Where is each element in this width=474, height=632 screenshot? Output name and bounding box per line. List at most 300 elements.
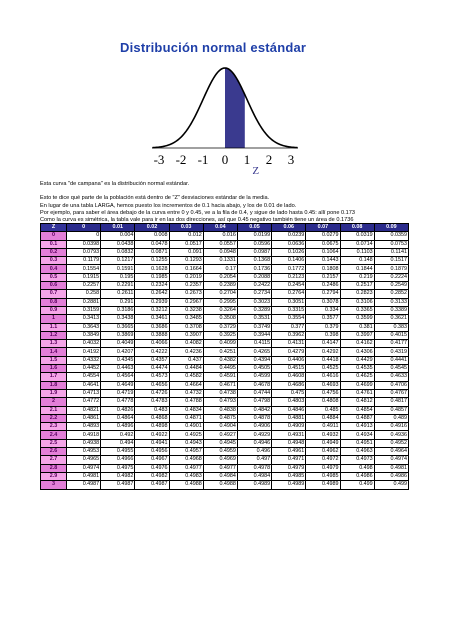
table-cell: 0.3365 bbox=[340, 306, 374, 314]
table-cell: 0.4987 bbox=[67, 481, 101, 489]
table-cell: 0.4974 bbox=[67, 464, 101, 472]
table-cell: 0.4913 bbox=[340, 423, 374, 431]
table-cell: 0.2704 bbox=[203, 290, 237, 298]
table-cell: 0.016 bbox=[203, 232, 237, 240]
table-cell: 0.4251 bbox=[203, 348, 237, 356]
table-cell: 0.4162 bbox=[340, 340, 374, 348]
table-cell: 0.4981 bbox=[67, 472, 101, 480]
table-cell: 0.4177 bbox=[374, 340, 408, 348]
tick-label: 3 bbox=[287, 152, 295, 167]
table-row bbox=[41, 431, 409, 439]
table-cell: 0.4265 bbox=[237, 348, 271, 356]
table-cell: 0.1064 bbox=[306, 248, 340, 256]
table-cell: 0.4938 bbox=[67, 439, 101, 447]
axis-ticks bbox=[154, 152, 295, 167]
table-cell: 0.2794 bbox=[306, 290, 340, 298]
table-cell: 0.4963 bbox=[340, 448, 374, 456]
column-header: 0 bbox=[67, 224, 101, 232]
table-cell: 0.4505 bbox=[237, 365, 271, 373]
table-cell: 0.4918 bbox=[67, 431, 101, 439]
table-cell: 0.3729 bbox=[203, 323, 237, 331]
table-cell: 0.2967 bbox=[169, 298, 203, 306]
table-cell: 0.4236 bbox=[169, 348, 203, 356]
table-cell: 0.1179 bbox=[67, 257, 101, 265]
table-cell: 0.2852 bbox=[374, 290, 408, 298]
row-header: 2.1 bbox=[41, 406, 67, 414]
table-cell: 0.3554 bbox=[272, 315, 306, 323]
table-cell: 0.4985 bbox=[272, 472, 306, 480]
table-cell: 0.2881 bbox=[67, 298, 101, 306]
row-header: 0.1 bbox=[41, 240, 67, 248]
table-cell: 0.2939 bbox=[135, 298, 169, 306]
table-cell: 0.4812 bbox=[340, 398, 374, 406]
table-cell: 0.4808 bbox=[306, 398, 340, 406]
table-cell: 0.4984 bbox=[237, 472, 271, 480]
table-cell: 0.091 bbox=[169, 248, 203, 256]
table-cell: 0.3212 bbox=[135, 306, 169, 314]
table-cell: 0.4969 bbox=[203, 456, 237, 464]
table-cell: 0.4934 bbox=[340, 431, 374, 439]
table-cell: 0.3686 bbox=[135, 323, 169, 331]
table-cell: 0.4713 bbox=[67, 389, 101, 397]
table-cell: 0.4032 bbox=[67, 340, 101, 348]
table-cell: 0.3389 bbox=[374, 306, 408, 314]
table-cell: 0.4761 bbox=[340, 389, 374, 397]
table-cell: 0.4962 bbox=[306, 448, 340, 456]
table-cell: 0.1443 bbox=[306, 257, 340, 265]
table-cell: 0.3907 bbox=[169, 331, 203, 339]
table-row bbox=[41, 398, 409, 406]
table-cell: 0.4131 bbox=[272, 340, 306, 348]
table-cell: 0.4649 bbox=[101, 381, 135, 389]
table-cell: 0.3508 bbox=[203, 315, 237, 323]
table-cell: 0.4978 bbox=[237, 464, 271, 472]
table-cell: 0.4793 bbox=[203, 398, 237, 406]
table-cell: 0.4599 bbox=[237, 373, 271, 381]
tick-label: -2 bbox=[175, 152, 187, 167]
row-header: 2.8 bbox=[41, 464, 67, 472]
description-line: En lugar de una tabla LARGA, hemos puesto los incrementos de 0.1 hacia abajo, y los de 0.01 de lado. bbox=[40, 202, 297, 209]
table-cell: 0.3849 bbox=[67, 331, 101, 339]
table-cell: 0.4893 bbox=[67, 423, 101, 431]
table-cell: 0.0319 bbox=[340, 232, 374, 240]
table-cell: 0.485 bbox=[306, 406, 340, 414]
table-cell: 0.3485 bbox=[169, 315, 203, 323]
table-cell: 0.4719 bbox=[101, 389, 135, 397]
row-header: 0.4 bbox=[41, 265, 67, 273]
table-cell: 0.4495 bbox=[203, 365, 237, 373]
table-cell: 0.4656 bbox=[135, 381, 169, 389]
table-cell: 0.4207 bbox=[101, 348, 135, 356]
table-cell: 0.4066 bbox=[135, 340, 169, 348]
table-cell: 0.492 bbox=[101, 431, 135, 439]
table-row bbox=[41, 298, 409, 306]
table-cell: 0.4222 bbox=[135, 348, 169, 356]
table-cell: 0.4922 bbox=[135, 431, 169, 439]
table-cell: 0.4936 bbox=[374, 431, 408, 439]
table-cell: 0.4986 bbox=[340, 472, 374, 480]
table-cell: 0.483 bbox=[135, 406, 169, 414]
table-cell: 0.1141 bbox=[374, 248, 408, 256]
table-cell: 0.2291 bbox=[101, 282, 135, 290]
z-table-container bbox=[40, 223, 409, 490]
table-cell: 0.4887 bbox=[340, 414, 374, 422]
table-cell: 0.2486 bbox=[306, 282, 340, 290]
table-cell: 0.4767 bbox=[374, 389, 408, 397]
table-row bbox=[41, 414, 409, 422]
table-cell: 0.4633 bbox=[374, 373, 408, 381]
table-cell: 0.4925 bbox=[169, 431, 203, 439]
table-cell: 0.3461 bbox=[135, 315, 169, 323]
table-cell: 0.3708 bbox=[169, 323, 203, 331]
table-cell: 0.4826 bbox=[101, 406, 135, 414]
table-cell: 0.3888 bbox=[135, 331, 169, 339]
table-cell: 0.0438 bbox=[101, 240, 135, 248]
table-cell: 0.4732 bbox=[169, 389, 203, 397]
table-cell: 0.0596 bbox=[237, 240, 271, 248]
table-cell: 0.3315 bbox=[272, 306, 306, 314]
table-cell: 0.4945 bbox=[203, 439, 237, 447]
table-cell: 0.4949 bbox=[306, 439, 340, 447]
table-cell: 0.4573 bbox=[135, 373, 169, 381]
table-cell: 0.1331 bbox=[203, 257, 237, 265]
table-cell: 0.4394 bbox=[237, 356, 271, 364]
table-cell: 0.004 bbox=[101, 232, 135, 240]
table-cell: 0.0714 bbox=[340, 240, 374, 248]
table-cell: 0.4966 bbox=[101, 456, 135, 464]
table-cell: 0.0478 bbox=[135, 240, 169, 248]
column-header: 0.04 bbox=[203, 224, 237, 232]
table-cell: 0.4382 bbox=[203, 356, 237, 364]
table-cell: 0.2088 bbox=[237, 273, 271, 281]
table-cell: 0.3289 bbox=[237, 306, 271, 314]
table-cell: 0.4846 bbox=[272, 406, 306, 414]
table-cell: 0.4357 bbox=[135, 356, 169, 364]
column-header: 0.05 bbox=[237, 224, 271, 232]
column-header: 0.06 bbox=[272, 224, 306, 232]
table-row bbox=[41, 273, 409, 281]
table-cell: 0.4474 bbox=[135, 365, 169, 373]
table-cell: 0.4738 bbox=[203, 389, 237, 397]
table-cell: 0.1517 bbox=[374, 257, 408, 265]
row-header: 0.9 bbox=[41, 306, 67, 314]
table-cell: 0.1808 bbox=[306, 265, 340, 273]
tick-label: 2 bbox=[265, 152, 273, 167]
tick-label: -3 bbox=[153, 152, 165, 167]
table-cell: 0.2549 bbox=[374, 282, 408, 290]
table-cell: 0.008 bbox=[135, 232, 169, 240]
table-cell: 0.195 bbox=[101, 273, 135, 281]
row-header: 2.4 bbox=[41, 431, 67, 439]
table-cell: 0.3577 bbox=[306, 315, 340, 323]
tick-label: -1 bbox=[197, 152, 209, 167]
table-cell: 0.4972 bbox=[306, 456, 340, 464]
table-cell: 0.3621 bbox=[374, 315, 408, 323]
table-cell: 0.499 bbox=[374, 481, 408, 489]
row-header: 1.1 bbox=[41, 323, 67, 331]
table-cell: 0.4977 bbox=[169, 464, 203, 472]
table-cell: 0.0517 bbox=[169, 240, 203, 248]
table-cell: 0.4842 bbox=[237, 406, 271, 414]
table-cell: 0.258 bbox=[67, 290, 101, 298]
table-cell: 0.4726 bbox=[135, 389, 169, 397]
table-cell: 0.0948 bbox=[203, 248, 237, 256]
table-cell: 0.4987 bbox=[101, 481, 135, 489]
table-cell: 0.4982 bbox=[101, 472, 135, 480]
description-line: Esto te dice qué parte de la población está dentro de "Z" desviaciones estándar de la media. bbox=[40, 195, 270, 202]
table-cell: 0.3051 bbox=[272, 298, 306, 306]
table-cell: 0.2642 bbox=[135, 290, 169, 298]
table-cell: 0.3944 bbox=[237, 331, 271, 339]
table-cell: 0.4706 bbox=[374, 381, 408, 389]
table-row bbox=[41, 331, 409, 339]
table-cell: 0.4406 bbox=[272, 356, 306, 364]
table-cell: 0.3438 bbox=[101, 315, 135, 323]
z-table bbox=[40, 223, 409, 490]
table-cell: 0.4952 bbox=[374, 439, 408, 447]
table-cell: 0.4857 bbox=[374, 406, 408, 414]
table-cell: 0.4686 bbox=[272, 381, 306, 389]
table-cell: 0.0871 bbox=[135, 248, 169, 256]
table-row bbox=[41, 282, 409, 290]
column-header: 0.02 bbox=[135, 224, 169, 232]
row-header: 0 bbox=[41, 232, 67, 240]
table-cell: 0.4854 bbox=[340, 406, 374, 414]
table-cell: 0.1664 bbox=[169, 265, 203, 273]
table-cell: 0.497 bbox=[237, 456, 271, 464]
table-cell: 0.4463 bbox=[101, 365, 135, 373]
table-cell: 0.4049 bbox=[101, 340, 135, 348]
row-header: 0.7 bbox=[41, 290, 67, 298]
table-cell: 0.0753 bbox=[374, 240, 408, 248]
table-cell: 0.4693 bbox=[306, 381, 340, 389]
table-cell: 0.494 bbox=[101, 439, 135, 447]
table-cell: 0.4988 bbox=[203, 481, 237, 489]
table-cell: 0.4582 bbox=[169, 373, 203, 381]
table-cell: 0.4948 bbox=[272, 439, 306, 447]
table-cell: 0.4821 bbox=[67, 406, 101, 414]
table-cell: 0.4484 bbox=[169, 365, 203, 373]
table-cell: 0.334 bbox=[306, 306, 340, 314]
table-cell: 0.17 bbox=[203, 265, 237, 273]
table-cell: 0.4904 bbox=[203, 423, 237, 431]
table-cell: 0.377 bbox=[272, 323, 306, 331]
row-header: 0.5 bbox=[41, 273, 67, 281]
row-header: 1 bbox=[41, 315, 67, 323]
table-cell: 0.4671 bbox=[203, 381, 237, 389]
table-cell: 0.4306 bbox=[340, 348, 374, 356]
table-cell: 0.4678 bbox=[237, 381, 271, 389]
table-cell: 0.0199 bbox=[237, 232, 271, 240]
table-cell: 0.4988 bbox=[169, 481, 203, 489]
table-cell: 0.496 bbox=[237, 448, 271, 456]
table-cell: 0.2357 bbox=[169, 282, 203, 290]
row-header: 1.6 bbox=[41, 365, 67, 373]
table-cell: 0.4881 bbox=[272, 414, 306, 422]
row-header: 0.6 bbox=[41, 282, 67, 290]
table-cell: 0.1844 bbox=[340, 265, 374, 273]
table-cell: 0.1368 bbox=[237, 257, 271, 265]
table-cell: 0.3599 bbox=[340, 315, 374, 323]
table-cell: 0.4967 bbox=[135, 456, 169, 464]
description-line: Por ejemplo, para saber el área debajo de la curva entre 0 y 0.45, ve a la fila de 0.4, y sigue de lado hasta 0.45: allí pone 0.173 bbox=[40, 209, 356, 216]
table-cell: 0.4932 bbox=[306, 431, 340, 439]
table-cell: 0.1591 bbox=[101, 265, 135, 273]
table-cell: 0.1554 bbox=[67, 265, 101, 273]
table-row bbox=[41, 340, 409, 348]
table-cell: 0.3997 bbox=[340, 331, 374, 339]
table-cell: 0.4418 bbox=[306, 356, 340, 364]
table-row bbox=[41, 448, 409, 456]
table-cell: 0.0987 bbox=[237, 248, 271, 256]
column-header: 0.08 bbox=[340, 224, 374, 232]
table-cell: 0.0279 bbox=[306, 232, 340, 240]
table-cell: 0.4525 bbox=[306, 365, 340, 373]
table-cell: 0.381 bbox=[340, 323, 374, 331]
table-cell: 0.4986 bbox=[374, 472, 408, 480]
table-cell: 0.2123 bbox=[272, 273, 306, 281]
tick-label: 1 bbox=[243, 152, 251, 167]
table-row bbox=[41, 406, 409, 414]
table-cell: 0.0832 bbox=[101, 248, 135, 256]
table-row bbox=[41, 373, 409, 381]
table-cell: 0.4977 bbox=[203, 464, 237, 472]
table-cell: 0.4345 bbox=[101, 356, 135, 364]
table-cell: 0.219 bbox=[340, 273, 374, 281]
table-cell: 0.4979 bbox=[306, 464, 340, 472]
table-cell: 0.4292 bbox=[306, 348, 340, 356]
table-cell: 0.3186 bbox=[101, 306, 135, 314]
table-cell: 0.4441 bbox=[374, 356, 408, 364]
table-cell: 0.4911 bbox=[306, 423, 340, 431]
table-cell: 0.1879 bbox=[374, 265, 408, 273]
table-cell: 0.4971 bbox=[272, 456, 306, 464]
table-cell: 0.1293 bbox=[169, 257, 203, 265]
row-header: 2.9 bbox=[41, 472, 67, 480]
shaded-area bbox=[225, 68, 245, 148]
table-cell: 0.1026 bbox=[272, 248, 306, 256]
table-row bbox=[41, 306, 409, 314]
row-header: 2.2 bbox=[41, 414, 67, 422]
table-cell: 0.4982 bbox=[135, 472, 169, 480]
table-cell: 0.4929 bbox=[237, 431, 271, 439]
table-cell: 0.3023 bbox=[237, 298, 271, 306]
table-cell: 0.2422 bbox=[237, 282, 271, 290]
table-cell: 0.3159 bbox=[67, 306, 101, 314]
row-header: 1.8 bbox=[41, 381, 67, 389]
table-cell: 0.2517 bbox=[340, 282, 374, 290]
table-cell: 0.0793 bbox=[67, 248, 101, 256]
table-cell: 0.2324 bbox=[135, 282, 169, 290]
table-row bbox=[41, 381, 409, 389]
row-header: 2.6 bbox=[41, 448, 67, 456]
table-row bbox=[41, 265, 409, 273]
table-cell: 0.4906 bbox=[237, 423, 271, 431]
table-row bbox=[41, 423, 409, 431]
table-cell: 0.4591 bbox=[203, 373, 237, 381]
row-header: 0.3 bbox=[41, 257, 67, 265]
table-cell: 0.4115 bbox=[237, 340, 271, 348]
table-row bbox=[41, 439, 409, 447]
bell-curve-figure bbox=[140, 58, 310, 178]
z-label: Z bbox=[252, 165, 260, 177]
table-row bbox=[41, 232, 409, 240]
table-cell: 0.2019 bbox=[169, 273, 203, 281]
table-cell: 0.4861 bbox=[67, 414, 101, 422]
table-row bbox=[41, 323, 409, 331]
table-cell: 0.0557 bbox=[203, 240, 237, 248]
table-cell: 0.4868 bbox=[135, 414, 169, 422]
table-cell: 0.4959 bbox=[203, 448, 237, 456]
table-cell: 0.2611 bbox=[101, 290, 135, 298]
table-cell: 0.4515 bbox=[272, 365, 306, 373]
table-cell: 0.4756 bbox=[306, 389, 340, 397]
table-cell: 0.379 bbox=[306, 323, 340, 331]
table-cell: 0.1406 bbox=[272, 257, 306, 265]
table-cell: 0.4192 bbox=[67, 348, 101, 356]
table-cell: 0.4964 bbox=[374, 448, 408, 456]
table-cell: 0.4943 bbox=[169, 439, 203, 447]
table-cell: 0.0636 bbox=[272, 240, 306, 248]
table-cell: 0.2995 bbox=[203, 298, 237, 306]
table-row bbox=[41, 315, 409, 323]
table-cell: 0.3531 bbox=[237, 315, 271, 323]
table-cell: 0.4989 bbox=[306, 481, 340, 489]
description-line: Esta curva "de campana" es la distribución normal estándar. bbox=[40, 181, 190, 187]
table-cell: 0.0239 bbox=[272, 232, 306, 240]
table-cell: 0.0359 bbox=[374, 232, 408, 240]
table-cell: 0.4783 bbox=[135, 398, 169, 406]
table-cell: 0.4564 bbox=[101, 373, 135, 381]
table-cell: 0.4625 bbox=[340, 373, 374, 381]
row-header: 2.7 bbox=[41, 456, 67, 464]
z-column-header: Z bbox=[41, 224, 67, 232]
table-row bbox=[41, 365, 409, 373]
table-row bbox=[41, 356, 409, 364]
table-cell: 0.4965 bbox=[67, 456, 101, 464]
table-cell: 0.499 bbox=[340, 481, 374, 489]
table-cell: 0.4778 bbox=[101, 398, 135, 406]
table-cell: 0.4981 bbox=[374, 464, 408, 472]
table-cell: 0.4535 bbox=[340, 365, 374, 373]
column-header: 0.09 bbox=[374, 224, 408, 232]
table-cell: 0.4608 bbox=[272, 373, 306, 381]
table-cell: 0.1985 bbox=[135, 273, 169, 281]
description-line: Como la curva es simétrica, la tabla vale para ir en las dos direcciones, así que 0.45 negativo también tiene un área de 0.1736 bbox=[40, 217, 354, 223]
table-cell: 0.4898 bbox=[135, 423, 169, 431]
table-cell: 0.1772 bbox=[272, 265, 306, 273]
table-cell: 0.2224 bbox=[374, 273, 408, 281]
table-cell: 0.4015 bbox=[374, 331, 408, 339]
table-cell: 0.3078 bbox=[306, 298, 340, 306]
table-cell: 0.3925 bbox=[203, 331, 237, 339]
table-cell: 0.4878 bbox=[237, 414, 271, 422]
table-row bbox=[41, 481, 409, 489]
table-cell: 0.1628 bbox=[135, 265, 169, 273]
table-cell: 0.4875 bbox=[203, 414, 237, 422]
table-cell: 0.4834 bbox=[169, 406, 203, 414]
table-cell: 0.291 bbox=[101, 298, 135, 306]
table-cell: 0.3643 bbox=[67, 323, 101, 331]
table-cell: 0.4951 bbox=[340, 439, 374, 447]
table-cell: 0.4429 bbox=[340, 356, 374, 364]
table-cell: 0.2157 bbox=[306, 273, 340, 281]
table-cell: 0.4744 bbox=[237, 389, 271, 397]
table-cell: 0.3264 bbox=[203, 306, 237, 314]
table-cell: 0.4099 bbox=[203, 340, 237, 348]
row-header: 2.5 bbox=[41, 439, 67, 447]
row-header: 1.5 bbox=[41, 356, 67, 364]
